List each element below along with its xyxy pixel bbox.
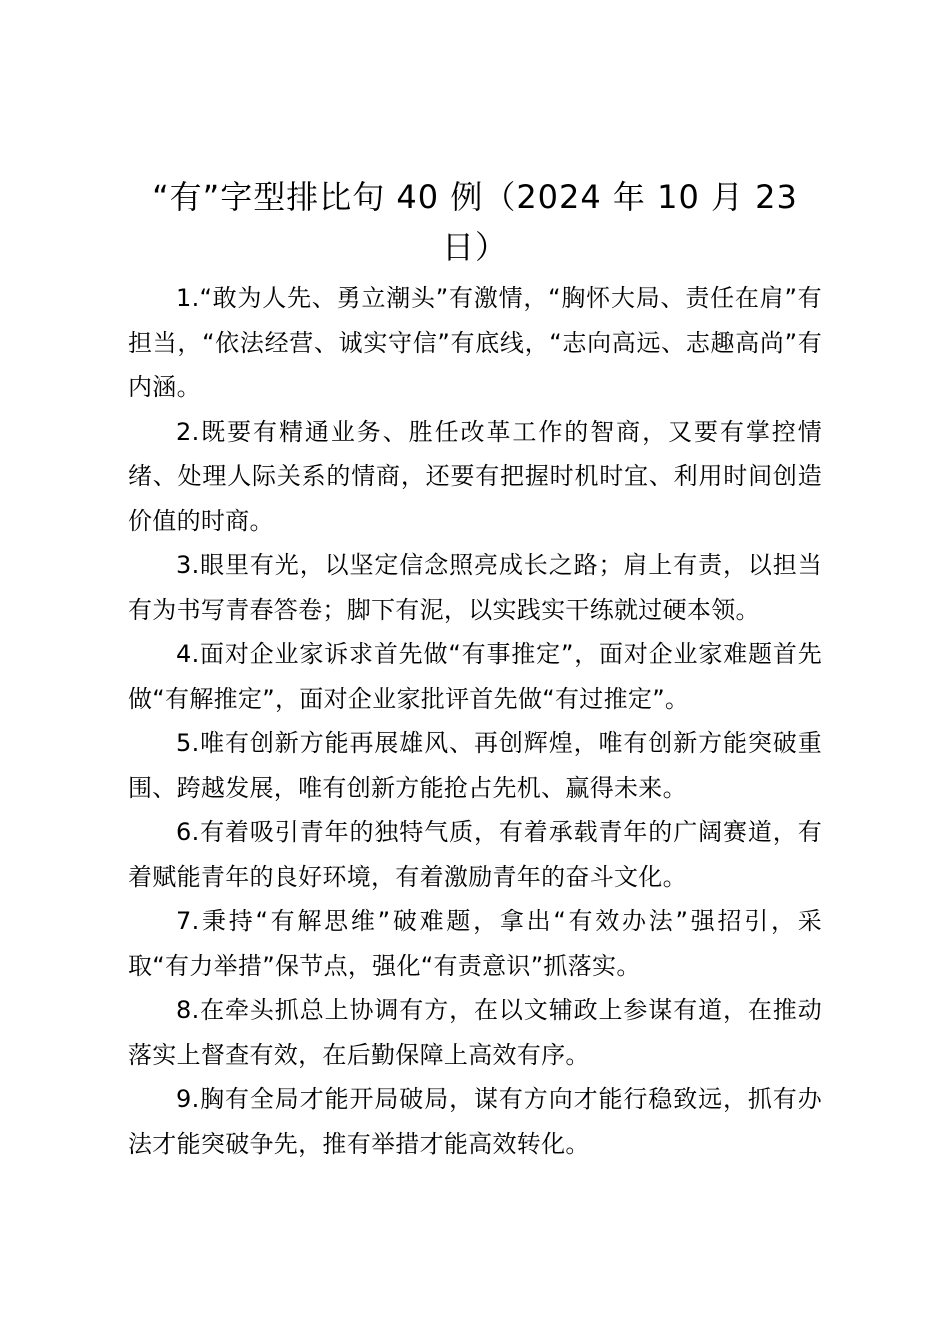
paragraph-7: 7.秉持“有解思维”破难题，拿出“有效办法”强招引，采取“有力举措”保节点，强化“有责意识”抓落实。 [128, 907, 822, 980]
paragraph-9: 9.胸有全局才能开局破局，谋有方向才能行稳致远，抓有办法才能突破争先，推有举措才能高效转化。 [128, 1085, 822, 1158]
document-title: “有”字型排比句 40 例（2024 年 10 月 23 日） [152, 178, 798, 266]
paragraph-5: 5.唯有创新方能再展雄风、再创辉煌，唯有创新方能突破重围、跨越发展，唯有创新方能抢占先机、赢得未来。 [128, 729, 822, 802]
paragraph-6: 6.有着吸引青年的独特气质，有着承载青年的广阔赛道，有着赋能青年的良好环境，有着激励青年的奋斗文化。 [128, 818, 822, 891]
document-body [128, 276, 822, 1166]
paragraph-8: 8.在牵头抓总上协调有方，在以文辅政上参谋有道，在推动落实上督查有效，在后勤保障上高效有序。 [128, 996, 822, 1069]
paragraph-4: 4.面对企业家诉求首先做“有事推定”，面对企业家难题首先做“有解推定”，面对企业家批评首先做“有过推定”。 [128, 640, 822, 713]
paragraph-1: 1.“敢为人先、勇立潮头”有激情，“胸怀大局、责任在肩”有担当，“依法经营、诚实守信”有底线，“志向高远、志趣高尚”有内涵。 [128, 284, 822, 401]
paragraph-3: 3.眼里有光，以坚定信念照亮成长之路；肩上有责，以担当有为书写青春答卷；脚下有泥，以实践实干练就过硬本领。 [128, 551, 822, 624]
paragraph-2: 2.既要有精通业务、胜任改革工作的智商，又要有掌控情绪、处理人际关系的情商，还要有把握时机时宜、利用时间创造价值的时商。 [128, 417, 822, 535]
